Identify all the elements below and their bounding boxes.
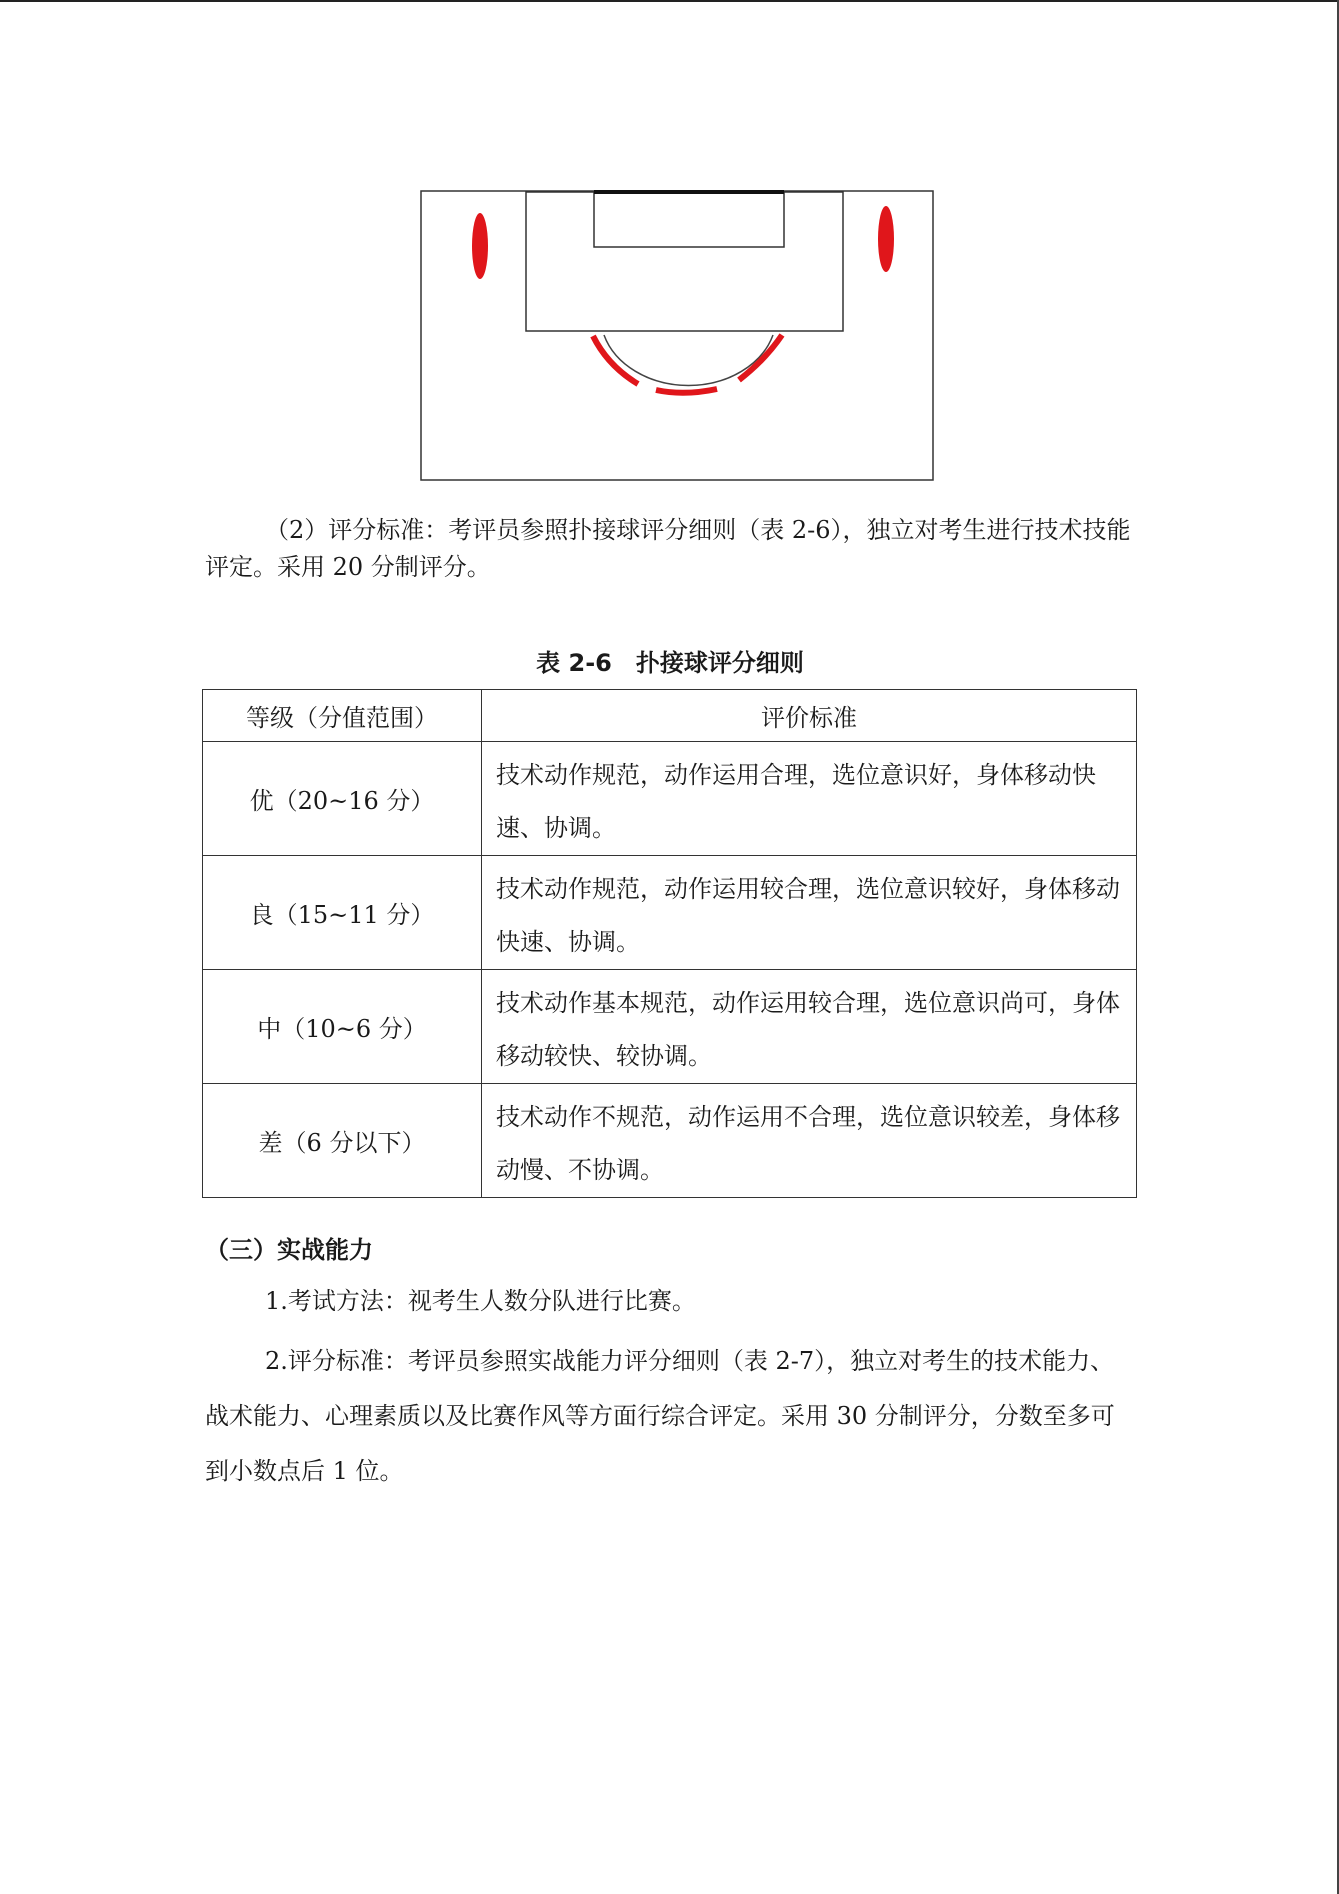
- right-cone-marker: [878, 206, 894, 272]
- goal-area: [594, 192, 784, 247]
- scoring-standard-paragraph: 2.评分标准：考评员参照实战能力评分细则（表 2-7），独立对考生的技术能力、战术能力、心理素质以及比赛作风等方面行综合评定。采用 30 分制评分，分数至多可到小数点后 1 位。: [205, 1347, 1115, 1485]
- right-arc-marker: [739, 335, 782, 380]
- field-outline: [421, 191, 933, 480]
- grade-cell: 中（10~6 分）: [203, 970, 482, 1084]
- bottom-arc-marker: [656, 389, 717, 393]
- criteria-cell: 技术动作不规范，动作运用不合理，选位意识较差，身体移动慢、不协调。: [482, 1084, 1137, 1198]
- intro-paragraph: （2）评分标准：考评员参照扑接球评分细则（表 2-6），独立对考生进行技术技能评定。采用 20 分制评分。: [205, 516, 1131, 581]
- criteria-cell: 技术动作规范，动作运用合理，选位意识好，身体移动快速、协调。: [482, 742, 1137, 856]
- table-row: [203, 856, 1137, 970]
- table-header-row: [203, 690, 1137, 742]
- left-arc-marker: [593, 336, 638, 384]
- table-caption: 表 2-6 扑接球评分细则: [536, 649, 804, 677]
- grade-cell: 差（6 分以下）: [203, 1084, 482, 1198]
- criteria-cell: 技术动作基本规范，动作运用较合理，选位意识尚可，身体移动较快、较协调。: [482, 970, 1137, 1084]
- table-row: [203, 970, 1137, 1084]
- table-row: [203, 742, 1137, 856]
- grade-cell: 良（15~11 分）: [203, 856, 482, 970]
- penalty-area: [526, 192, 843, 331]
- grade-cell: 优（20~16 分）: [203, 742, 482, 856]
- criteria-cell: 技术动作规范，动作运用较合理，选位意识较好，身体移动快速、协调。: [482, 856, 1137, 970]
- header-grade: 等级（分值范围）: [203, 690, 482, 742]
- exam-method-paragraph: 1.考试方法：视考生人数分队进行比赛。: [265, 1287, 696, 1315]
- section-heading: （三）实战能力: [205, 1236, 373, 1264]
- scoring-table: [202, 689, 1137, 1198]
- page-edge-top: [0, 0, 1339, 2]
- goal-area-diagram: [420, 190, 934, 482]
- table-row: [203, 1084, 1137, 1198]
- header-criteria: 评价标准: [482, 690, 1137, 742]
- left-cone-marker: [472, 213, 488, 279]
